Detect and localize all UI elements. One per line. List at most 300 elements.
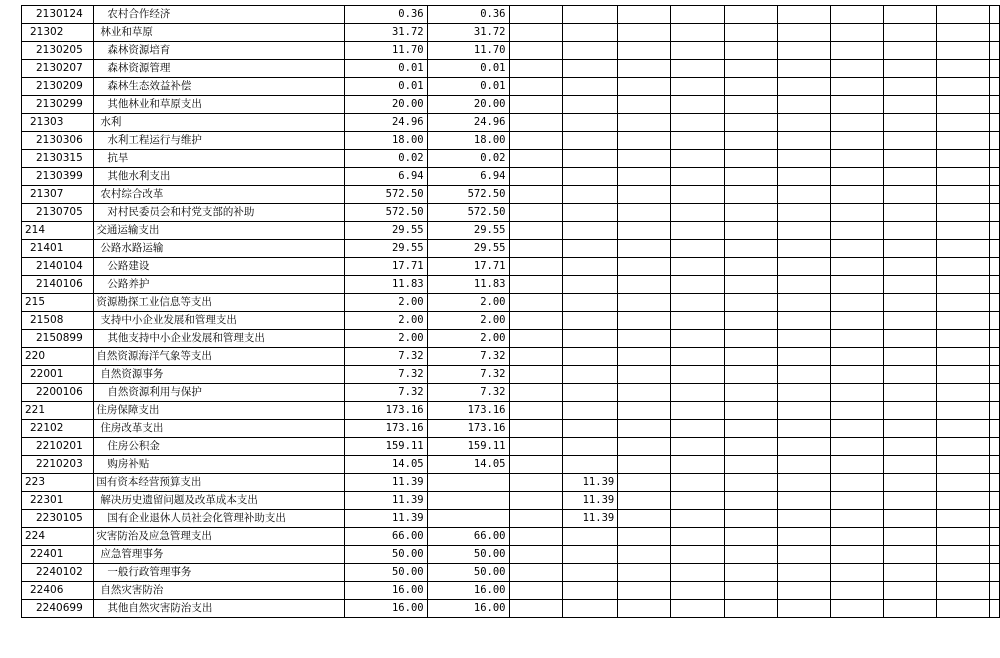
subject-code-cell: 2210201 — [22, 438, 94, 456]
general-budget-cell: 2.00 — [427, 294, 509, 312]
empty-cell — [990, 312, 1000, 330]
subject-name-cell: 对村民委员会和村党支部的补助 — [94, 204, 344, 222]
empty-cell — [777, 168, 830, 186]
subject-name-cell: 住房公积金 — [94, 438, 344, 456]
subject-code-cell: 22102 — [22, 420, 94, 438]
empty-cell — [883, 420, 936, 438]
empty-cell — [883, 456, 936, 474]
empty-cell — [777, 132, 830, 150]
total-amount-cell: 7.32 — [344, 366, 427, 384]
general-budget-cell: 11.70 — [427, 42, 509, 60]
general-budget-cell: 16.00 — [427, 582, 509, 600]
empty-cell — [990, 348, 1000, 366]
empty-cell — [883, 168, 936, 186]
empty-cell — [724, 258, 777, 276]
empty-cell — [883, 582, 936, 600]
empty-cell — [618, 6, 671, 24]
table-row — [22, 258, 1000, 276]
empty-cell — [883, 348, 936, 366]
state-capital-budget-cell: 11.39 — [562, 510, 618, 528]
empty-cell — [777, 222, 830, 240]
subject-name-cell: 水利 — [94, 114, 344, 132]
empty-cell — [830, 114, 883, 132]
total-amount-cell: 572.50 — [344, 186, 427, 204]
empty-cell — [883, 528, 936, 546]
state-capital-budget-cell — [562, 384, 618, 402]
subject-name-cell: 其他水利支出 — [94, 168, 344, 186]
total-amount-cell: 50.00 — [344, 564, 427, 582]
empty-cell — [618, 150, 671, 168]
total-amount-cell: 11.83 — [344, 276, 427, 294]
empty-cell — [618, 312, 671, 330]
subject-name-cell: 自然灾害防治 — [94, 582, 344, 600]
total-amount-cell: 0.01 — [344, 78, 427, 96]
general-budget-cell: 50.00 — [427, 546, 509, 564]
empty-cell — [724, 366, 777, 384]
empty-cell — [777, 600, 830, 618]
empty-cell — [937, 204, 990, 222]
subject-code-cell: 2200106 — [22, 384, 94, 402]
empty-cell — [990, 60, 1000, 78]
general-budget-cell: 2.00 — [427, 330, 509, 348]
table-row — [22, 564, 1000, 582]
empty-cell — [830, 294, 883, 312]
subject-code-cell: 22301 — [22, 492, 94, 510]
empty-cell — [883, 312, 936, 330]
empty-cell — [724, 564, 777, 582]
total-amount-cell: 20.00 — [344, 96, 427, 114]
general-budget-cell: 66.00 — [427, 528, 509, 546]
empty-cell — [618, 168, 671, 186]
empty-cell — [990, 510, 1000, 528]
subject-code-cell: 2240699 — [22, 600, 94, 618]
general-budget-cell: 11.83 — [427, 276, 509, 294]
empty-cell — [724, 582, 777, 600]
state-capital-budget-cell — [562, 150, 618, 168]
subject-name-cell: 国有资本经营预算支出 — [94, 474, 344, 492]
subject-name-cell: 灾害防治及应急管理支出 — [94, 528, 344, 546]
empty-cell — [990, 276, 1000, 294]
table-row — [22, 474, 1000, 492]
table-row — [22, 492, 1000, 510]
empty-cell — [724, 438, 777, 456]
subject-name-cell: 自然资源利用与保护 — [94, 384, 344, 402]
subject-code-cell: 21508 — [22, 312, 94, 330]
empty-cell — [618, 528, 671, 546]
empty-cell — [990, 366, 1000, 384]
empty-cell — [671, 366, 724, 384]
empty-cell — [830, 528, 883, 546]
empty-cell — [618, 258, 671, 276]
empty-cell — [937, 348, 990, 366]
subject-name-cell: 其他支持中小企业发展和管理支出 — [94, 330, 344, 348]
empty-cell — [830, 546, 883, 564]
empty-cell — [990, 330, 1000, 348]
empty-cell — [777, 564, 830, 582]
empty-cell — [777, 528, 830, 546]
empty-cell — [830, 222, 883, 240]
subject-name-cell: 农村合作经济 — [94, 6, 344, 24]
empty-cell — [671, 114, 724, 132]
total-amount-cell: 24.96 — [344, 114, 427, 132]
empty-cell — [830, 150, 883, 168]
empty-cell — [724, 348, 777, 366]
subject-name-cell: 购房补贴 — [94, 456, 344, 474]
empty-cell — [671, 510, 724, 528]
empty-cell — [777, 186, 830, 204]
state-capital-budget-cell: 11.39 — [562, 474, 618, 492]
empty-cell — [671, 330, 724, 348]
fund-budget-cell — [509, 96, 562, 114]
empty-cell — [937, 114, 990, 132]
total-amount-cell: 2.00 — [344, 330, 427, 348]
empty-cell — [883, 294, 936, 312]
empty-cell — [937, 258, 990, 276]
empty-cell — [618, 114, 671, 132]
state-capital-budget-cell — [562, 402, 618, 420]
empty-cell — [777, 114, 830, 132]
state-capital-budget-cell — [562, 294, 618, 312]
empty-cell — [724, 60, 777, 78]
state-capital-budget-cell — [562, 60, 618, 78]
table-row — [22, 150, 1000, 168]
empty-cell — [990, 204, 1000, 222]
subject-code-cell: 221 — [22, 402, 94, 420]
empty-cell — [618, 402, 671, 420]
fund-budget-cell — [509, 114, 562, 132]
subject-name-cell: 住房保障支出 — [94, 402, 344, 420]
fund-budget-cell — [509, 132, 562, 150]
empty-cell — [830, 564, 883, 582]
subject-name-cell: 其他自然灾害防治支出 — [94, 600, 344, 618]
subject-name-cell: 农村综合改革 — [94, 186, 344, 204]
empty-cell — [937, 240, 990, 258]
empty-cell — [724, 312, 777, 330]
empty-cell — [618, 330, 671, 348]
table-row — [22, 510, 1000, 528]
total-amount-cell: 11.39 — [344, 510, 427, 528]
subject-name-cell: 一般行政管理事务 — [94, 564, 344, 582]
empty-cell — [724, 492, 777, 510]
general-budget-cell: 7.32 — [427, 366, 509, 384]
empty-cell — [671, 402, 724, 420]
table-row — [22, 330, 1000, 348]
empty-cell — [671, 492, 724, 510]
fund-budget-cell — [509, 510, 562, 528]
subject-name-cell: 水利工程运行与维护 — [94, 132, 344, 150]
empty-cell — [937, 132, 990, 150]
empty-cell — [883, 42, 936, 60]
empty-cell — [883, 96, 936, 114]
table-row — [22, 6, 1000, 24]
fund-budget-cell — [509, 348, 562, 366]
subject-code-cell: 223 — [22, 474, 94, 492]
empty-cell — [671, 24, 724, 42]
fund-budget-cell — [509, 456, 562, 474]
state-capital-budget-cell — [562, 600, 618, 618]
fund-budget-cell — [509, 24, 562, 42]
empty-cell — [883, 222, 936, 240]
table-row — [22, 348, 1000, 366]
subject-code-cell: 2130209 — [22, 78, 94, 96]
empty-cell — [937, 366, 990, 384]
empty-cell — [671, 294, 724, 312]
general-budget-cell: 0.36 — [427, 6, 509, 24]
state-capital-budget-cell — [562, 132, 618, 150]
empty-cell — [671, 132, 724, 150]
table-row — [22, 24, 1000, 42]
empty-cell — [724, 204, 777, 222]
subject-name-cell: 国有企业退休人员社会化管理补助支出 — [94, 510, 344, 528]
empty-cell — [777, 204, 830, 222]
empty-cell — [671, 546, 724, 564]
fund-budget-cell — [509, 474, 562, 492]
table-row — [22, 222, 1000, 240]
total-amount-cell: 7.32 — [344, 348, 427, 366]
total-amount-cell: 16.00 — [344, 600, 427, 618]
empty-cell — [937, 294, 990, 312]
empty-cell — [777, 510, 830, 528]
subject-code-cell: 21302 — [22, 24, 94, 42]
empty-cell — [618, 438, 671, 456]
empty-cell — [724, 132, 777, 150]
empty-cell — [671, 312, 724, 330]
empty-cell — [777, 438, 830, 456]
empty-cell — [830, 204, 883, 222]
empty-cell — [990, 24, 1000, 42]
empty-cell — [724, 78, 777, 96]
empty-cell — [618, 24, 671, 42]
empty-cell — [777, 258, 830, 276]
subject-name-cell: 公路水路运输 — [94, 240, 344, 258]
state-capital-budget-cell — [562, 222, 618, 240]
subject-code-cell: 2230105 — [22, 510, 94, 528]
empty-cell — [830, 240, 883, 258]
total-amount-cell: 14.05 — [344, 456, 427, 474]
empty-cell — [618, 366, 671, 384]
empty-cell — [618, 294, 671, 312]
subject-code-cell: 22001 — [22, 366, 94, 384]
empty-cell — [830, 402, 883, 420]
table-row — [22, 114, 1000, 132]
empty-cell — [990, 240, 1000, 258]
empty-cell — [937, 6, 990, 24]
subject-name-cell: 支持中小企业发展和管理支出 — [94, 312, 344, 330]
empty-cell — [883, 546, 936, 564]
empty-cell — [830, 474, 883, 492]
table-row — [22, 420, 1000, 438]
empty-cell — [671, 582, 724, 600]
empty-cell — [724, 150, 777, 168]
empty-cell — [830, 24, 883, 42]
fund-budget-cell — [509, 546, 562, 564]
table-row — [22, 366, 1000, 384]
empty-cell — [990, 420, 1000, 438]
general-budget-cell: 173.16 — [427, 420, 509, 438]
empty-cell — [883, 330, 936, 348]
empty-cell — [830, 60, 883, 78]
empty-cell — [883, 366, 936, 384]
fund-budget-cell — [509, 186, 562, 204]
subject-name-cell: 其他林业和草原支出 — [94, 96, 344, 114]
subject-code-cell: 22401 — [22, 546, 94, 564]
subject-code-cell: 2140104 — [22, 258, 94, 276]
general-budget-cell: 2.00 — [427, 312, 509, 330]
empty-cell — [830, 42, 883, 60]
state-capital-budget-cell — [562, 204, 618, 222]
general-budget-cell: 16.00 — [427, 600, 509, 618]
empty-cell — [990, 168, 1000, 186]
fund-budget-cell — [509, 564, 562, 582]
empty-cell — [883, 114, 936, 132]
empty-cell — [937, 582, 990, 600]
empty-cell — [777, 150, 830, 168]
empty-cell — [671, 564, 724, 582]
empty-cell — [618, 420, 671, 438]
empty-cell — [830, 366, 883, 384]
state-capital-budget-cell — [562, 312, 618, 330]
empty-cell — [618, 276, 671, 294]
total-amount-cell: 17.71 — [344, 258, 427, 276]
empty-cell — [618, 240, 671, 258]
table-row — [22, 60, 1000, 78]
empty-cell — [777, 456, 830, 474]
empty-cell — [830, 186, 883, 204]
empty-cell — [777, 60, 830, 78]
total-amount-cell: 0.36 — [344, 6, 427, 24]
subject-code-cell: 2130207 — [22, 60, 94, 78]
empty-cell — [671, 204, 724, 222]
state-capital-budget-cell — [562, 42, 618, 60]
fund-budget-cell — [509, 420, 562, 438]
empty-cell — [618, 582, 671, 600]
empty-cell — [937, 474, 990, 492]
empty-cell — [618, 186, 671, 204]
empty-cell — [777, 330, 830, 348]
empty-cell — [990, 132, 1000, 150]
empty-cell — [777, 402, 830, 420]
fund-budget-cell — [509, 78, 562, 96]
general-budget-cell — [427, 510, 509, 528]
subject-code-cell: 2130315 — [22, 150, 94, 168]
empty-cell — [724, 456, 777, 474]
empty-cell — [777, 6, 830, 24]
empty-cell — [883, 186, 936, 204]
total-amount-cell: 11.39 — [344, 474, 427, 492]
subject-code-cell: 2130205 — [22, 42, 94, 60]
empty-cell — [777, 312, 830, 330]
fund-budget-cell — [509, 492, 562, 510]
empty-cell — [883, 24, 936, 42]
fund-budget-cell — [509, 240, 562, 258]
empty-cell — [724, 222, 777, 240]
state-capital-budget-cell — [562, 564, 618, 582]
fund-budget-cell — [509, 204, 562, 222]
state-capital-budget-cell — [562, 366, 618, 384]
empty-cell — [671, 168, 724, 186]
empty-cell — [618, 492, 671, 510]
subject-code-cell: 2240102 — [22, 564, 94, 582]
fund-budget-cell — [509, 528, 562, 546]
fund-budget-cell — [509, 582, 562, 600]
empty-cell — [990, 114, 1000, 132]
subject-name-cell: 森林生态效益补偿 — [94, 78, 344, 96]
table-row — [22, 96, 1000, 114]
general-budget-cell: 7.32 — [427, 384, 509, 402]
fund-budget-cell — [509, 402, 562, 420]
total-amount-cell: 159.11 — [344, 438, 427, 456]
empty-cell — [618, 600, 671, 618]
total-amount-cell: 572.50 — [344, 204, 427, 222]
total-amount-cell: 66.00 — [344, 528, 427, 546]
general-budget-cell: 0.01 — [427, 60, 509, 78]
empty-cell — [777, 366, 830, 384]
table-row — [22, 240, 1000, 258]
table-row — [22, 582, 1000, 600]
empty-cell — [937, 600, 990, 618]
general-budget-cell: 18.00 — [427, 132, 509, 150]
fund-budget-cell — [509, 438, 562, 456]
empty-cell — [883, 438, 936, 456]
general-budget-cell — [427, 492, 509, 510]
empty-cell — [724, 6, 777, 24]
state-capital-budget-cell — [562, 96, 618, 114]
table-row — [22, 456, 1000, 474]
total-amount-cell: 0.02 — [344, 150, 427, 168]
empty-cell — [777, 348, 830, 366]
table-row — [22, 186, 1000, 204]
table-row — [22, 132, 1000, 150]
empty-cell — [937, 312, 990, 330]
empty-cell — [618, 456, 671, 474]
empty-cell — [724, 474, 777, 492]
empty-cell — [671, 348, 724, 366]
empty-cell — [777, 582, 830, 600]
empty-cell — [990, 42, 1000, 60]
subject-code-cell: 21307 — [22, 186, 94, 204]
empty-cell — [777, 42, 830, 60]
empty-cell — [990, 150, 1000, 168]
subject-name-cell: 住房改革支出 — [94, 420, 344, 438]
general-budget-cell: 29.55 — [427, 240, 509, 258]
empty-cell — [777, 96, 830, 114]
fund-budget-cell — [509, 366, 562, 384]
empty-cell — [671, 258, 724, 276]
general-budget-cell: 20.00 — [427, 96, 509, 114]
empty-cell — [937, 420, 990, 438]
empty-cell — [883, 132, 936, 150]
general-budget-cell: 572.50 — [427, 186, 509, 204]
subject-name-cell: 交通运输支出 — [94, 222, 344, 240]
empty-cell — [937, 492, 990, 510]
empty-cell — [671, 240, 724, 258]
state-capital-budget-cell — [562, 6, 618, 24]
empty-cell — [990, 582, 1000, 600]
empty-cell — [671, 276, 724, 294]
total-amount-cell: 29.55 — [344, 222, 427, 240]
empty-cell — [671, 96, 724, 114]
empty-cell — [937, 384, 990, 402]
subject-code-cell: 2210203 — [22, 456, 94, 474]
empty-cell — [724, 330, 777, 348]
empty-cell — [671, 474, 724, 492]
general-budget-cell: 50.00 — [427, 564, 509, 582]
empty-cell — [990, 546, 1000, 564]
empty-cell — [937, 510, 990, 528]
empty-cell — [990, 78, 1000, 96]
empty-cell — [671, 528, 724, 546]
empty-cell — [777, 492, 830, 510]
